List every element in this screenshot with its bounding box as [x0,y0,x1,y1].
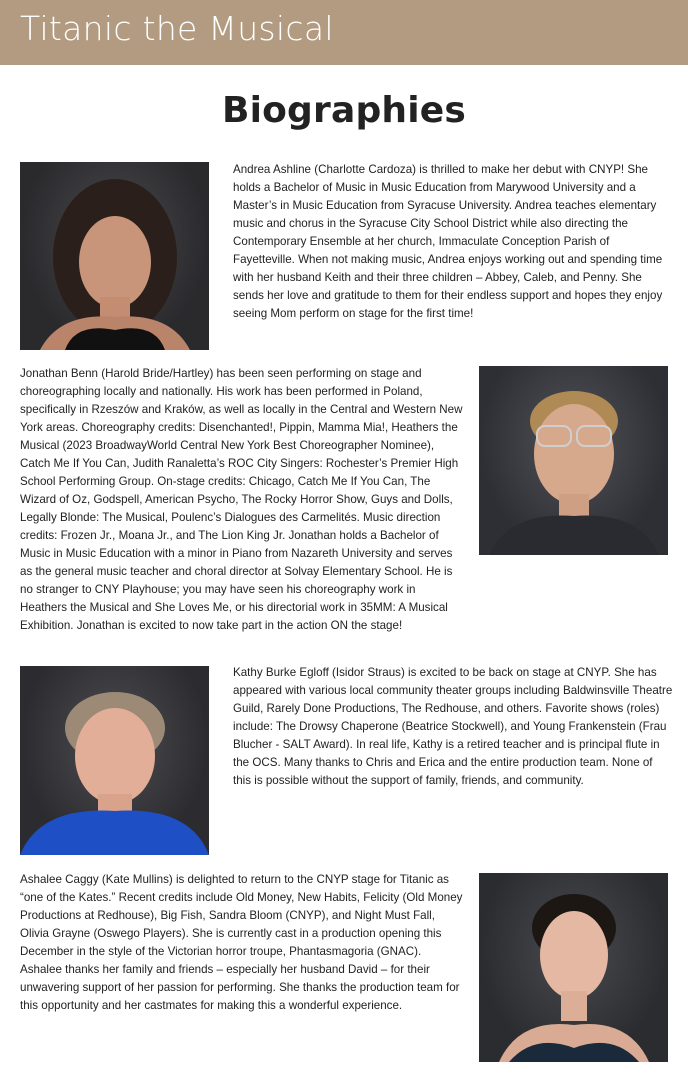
bio-jonathan-benn: Jonathan Benn (Harold Bride/Hartley) has been seen performing on stage and choreographing locally and nationally. His work has been performed in Poland, specifically in Rzeszów and Kraków, as well as locally in the Central and Western New York areas. Choreography credits: Disenchanted!, Pippin, Mamma Mia!, Heathers the Musical (2023 BroadwayWorld Central New York Best Choreographer Nominee), Catch Me If You Can, Judith Ranaletta’s ROC City Singers: Rochester’s Premier High School Performing Group. On-stage credits: Chicago, Catch Me If You Can, The Wizard of Oz, Godspell, American Psycho, The Rocky Horror Show, Guys and Dolls, Legally Blonde: The Musical, Poulenc’s Dialogues des Carmelités. Music direction credits: Frozen Jr., Moana Jr., and The Lion King Jr. Jonathan holds a Bachelor of Music in Music Education with a minor in Piano from Nazareth University and serves as the general music teacher and choral director at Solvay Elementary School. He is no stranger to CNY Playhouse; you may have seen his choreography work in Heathers the Musical and She Loves Me, or his directorial work in 35MM: A Musical Exhibition. Jonathan is excited to now take part in the action ON the stage! [20,367,463,632]
headshot-jonathan-benn [479,366,668,555]
headshot-kathy-burke-egloff [20,666,209,855]
bio-ashalee-caggy: Ashalee Caggy (Kate Mullins) is delighted to return to the CNYP stage for Titanic as “one of the Kates.” Recent credits include Old Money, New Habits, Felicity (Old Money Productions at Redhouse), Big Fish, Sandra Bloom (CNYP), and Night Must Fall, Olivia Grayne (Oswego Players). She is currently cast in a production opening this December in the style of the Victorian horror troupe, Phantasmagoria (GNAC). Ashalee thanks her family and friends – especially her husband David – for their unwavering support of her passion for performing. She thanks the production team for this opportunity and her castmates for making this a wonderful experience. [20,873,463,1012]
header-banner [0,0,688,65]
headshot-andrea-ashline [20,162,209,350]
bio-kathy-burke-egloff: Kathy Burke Egloff (Isidor Straus) is excited to be back on stage at CNYP. She has appeared with various local community theater groups including Baldwinsville Theatre Guild, Rarely Done Productions, The Redhouse, and others. Favorite shows (roles) include: The Drowsy Chaperone (Beatrice Stockwell), and Young Frankenstein (Frau Blucher - SALT Award). In real life, Kathy is a retired teacher and is principal flute in the OCS. Many thanks to Chris and Erica and the entire production team. None of this is possible without the support of family, friends, and community. [233,666,673,787]
bio-andrea-ashline: Andrea Ashline (Charlotte Cardoza) is thrilled to make her debut with CNYP! She holds a Bachelor of Music in Music Education from Marywood University and a Master’s in Music Education from Syracuse University. Andrea teaches elementary music and chorus in the Syracuse City School District while also directing the Contemporary Ensemble at her church, Immaculate Conception Parish of Fayetteville. When not making music, Andrea enjoys working out and spending time with her husband Keith and their three children – Abbey, Caleb, and Penny. She sends her love and gratitude to them for their endless support and hopes they enjoy seeing Mom perform on stage for the first time! [233,163,663,320]
show-title: Titanic the Musical [20,9,334,48]
page-title: Biographies [221,90,467,131]
headshot-ashalee-caggy [479,873,668,1062]
